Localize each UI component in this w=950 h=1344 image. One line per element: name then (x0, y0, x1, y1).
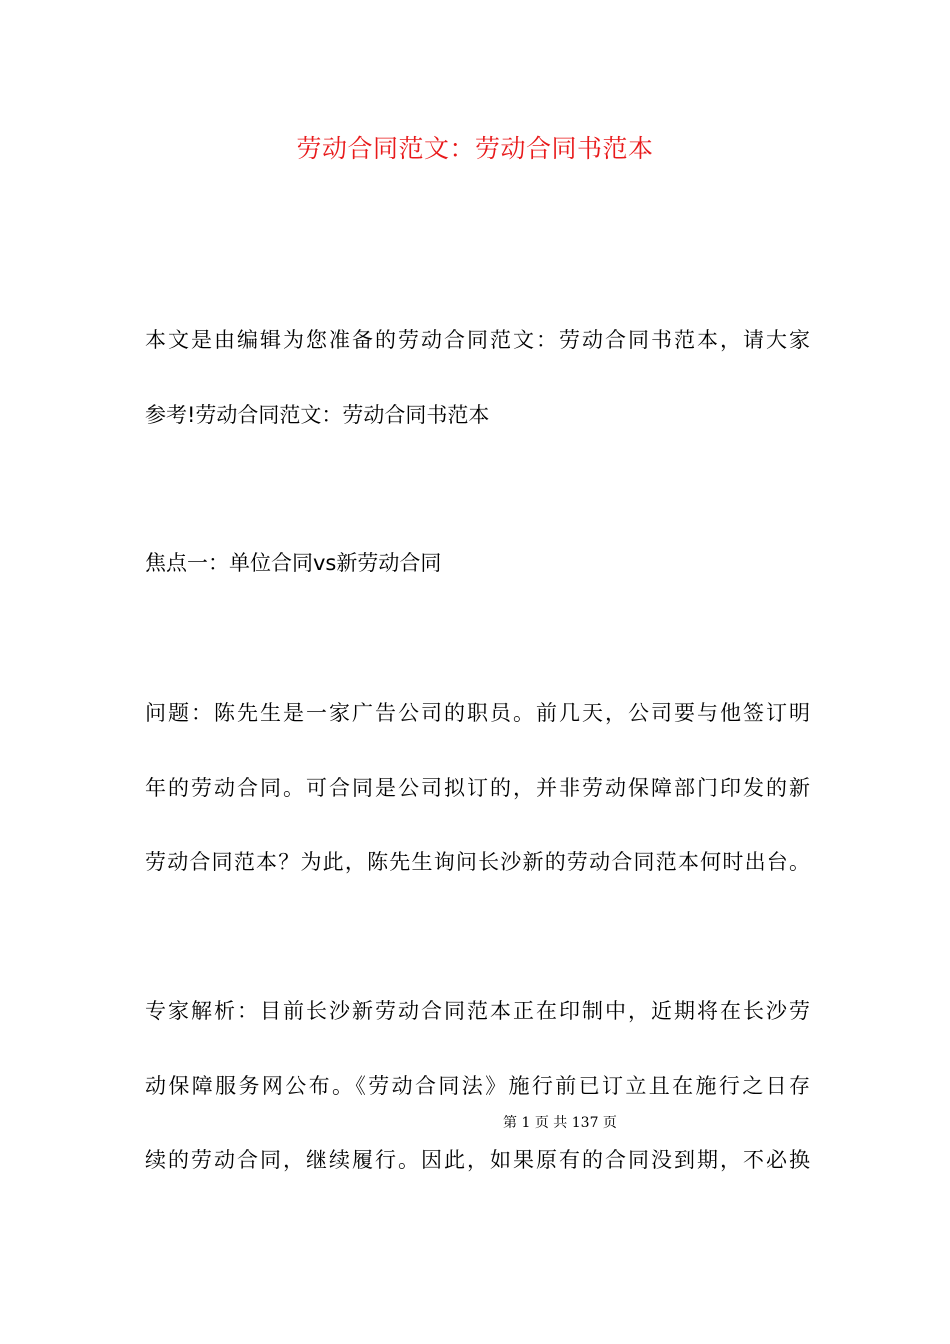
question-line-3: 劳动合同范本？为此，陈先生询问长沙新的劳动合同范本何时出台。 (145, 850, 810, 874)
analysis-line-3: 续的劳动合同，继续履行。因此，如果原有的合同没到期，不必换 (145, 1148, 810, 1172)
question-line-1: 问题：陈先生是一家广告公司的职员。前几天，公司要与他签订明 (145, 701, 810, 725)
intro-line-1: 本文是由编辑为您准备的劳动合同范文：劳动合同书范本，请大家 (145, 328, 810, 352)
analysis-line-1: 专家解析：目前长沙新劳动合同范本正在印制中，近期将在长沙劳 (145, 999, 810, 1023)
question-line-2: 年的劳动合同。可合同是公司拟订的，并非劳动保障部门印发的新 (145, 776, 810, 800)
document-title: 劳动合同范文：劳动合同书范本 (296, 134, 654, 163)
analysis-line-2: 动保障服务网公布。《劳动合同法》施行前已订立且在施行之日存 (145, 1074, 810, 1098)
page-footer: 第 1 页 共 137 页 (503, 1115, 617, 1131)
intro-line-2: 参考!劳动合同范文：劳动合同书范本 (145, 403, 490, 427)
focus-heading: 焦点一：单位合同vs新劳动合同 (145, 551, 442, 575)
